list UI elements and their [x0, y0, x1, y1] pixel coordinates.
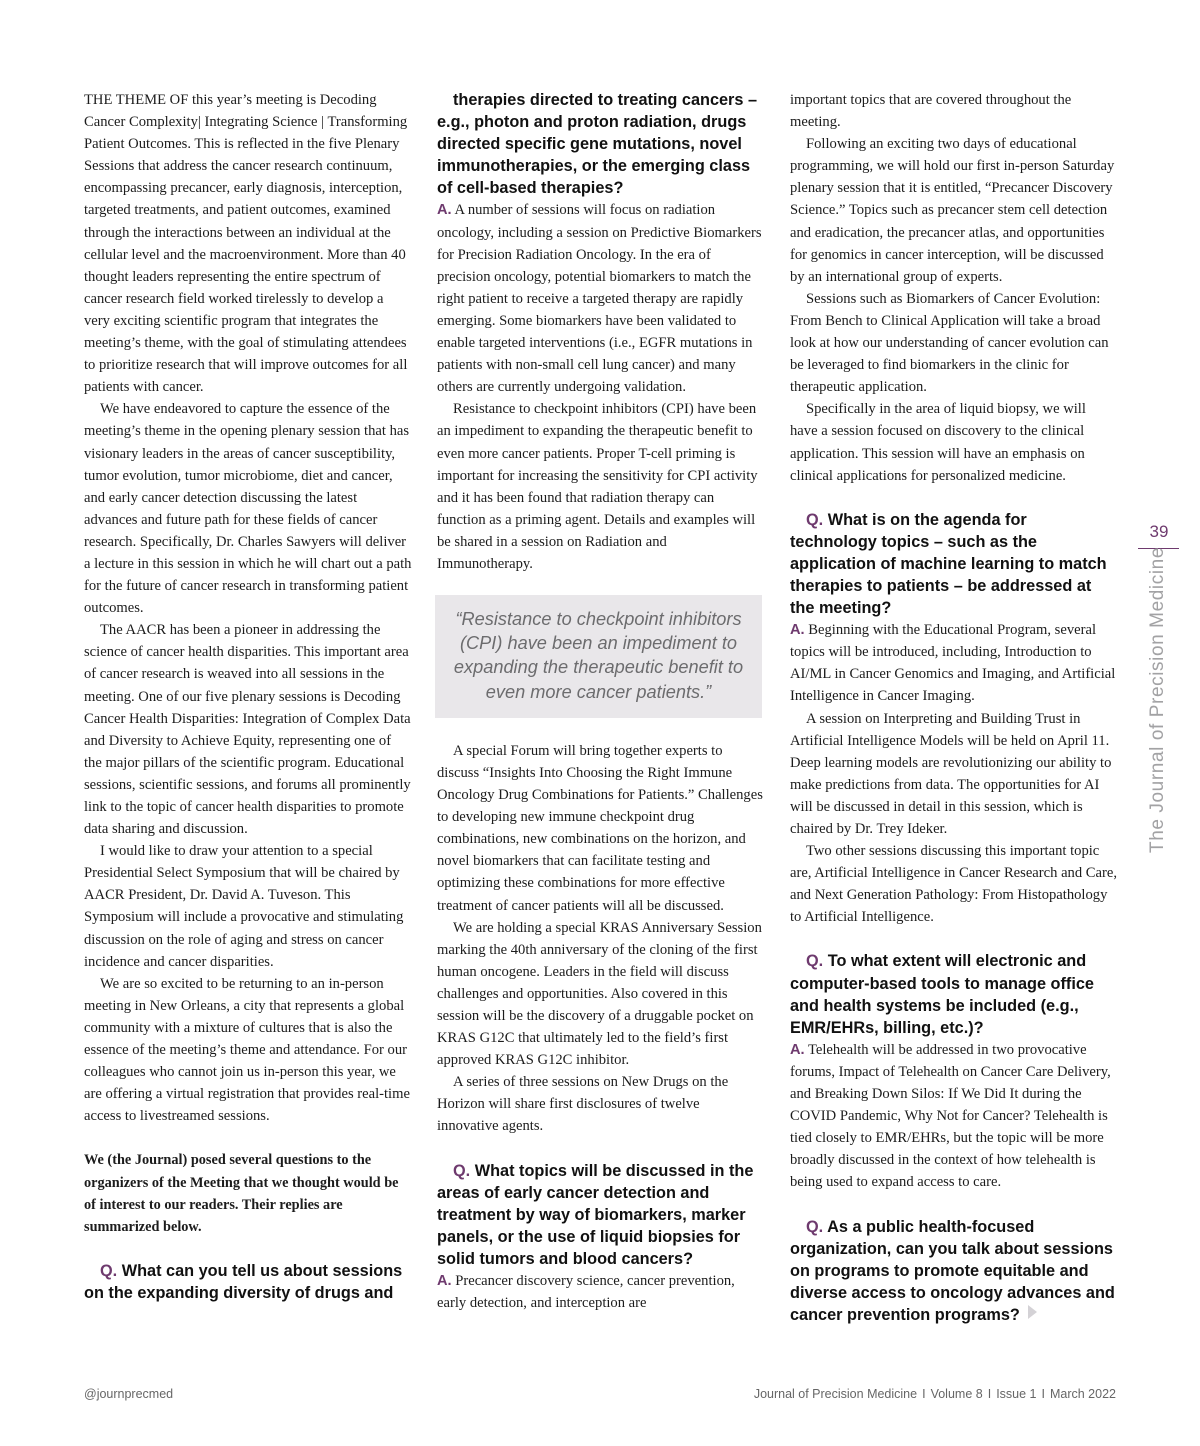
question-text: What topics will be discussed in the areas of early cancer detection and treatment by way of biomarkers, marker panels, or the use of liquid biopsies for solid tumors and blood cancers? [437, 1161, 754, 1268]
question-5 [790, 1216, 1117, 1326]
footer-separator: I [987, 1387, 992, 1401]
question-label: Q. [100, 1261, 118, 1280]
footer-volume: Volume 8 [930, 1387, 983, 1401]
answer-label: A. [437, 1273, 452, 1290]
footer-separator: I [1041, 1387, 1045, 1401]
body-paragraph: Two other sessions discussing this important topic are, Artificial Intelligence in Cancer Research and Care, and Next Generation Pathology: From Histopathology to Artificial Intelligence. [790, 843, 1117, 926]
body-paragraph: I would like to draw your attention to a special Presidential Select Symposium that will be chaired by AACR President, Dr. David A. Tuveson. This Symposium will include a provocative and stimulating discussion on the role of aging and stress on cancer incidence and cancer disparities. [84, 843, 404, 970]
body-paragraph: Sessions such as Biomarkers of Cancer Evolution: From Bench to Clinical Application will take a broad look at how our understanding of cancer evolution can be leveraged to find biomarkers in the clinic for therapeutic application. [790, 290, 1109, 396]
questions-lead-in: We (the Journal) posed several questions to the organizers of the Meeting that we thought would be of interest to our readers. Their replies are summarized below. [84, 1152, 399, 1235]
body-paragraph: A session on Interpreting and Building Trust in Artificial Intelligence Models will be held on April 11. Deep learning models are revolutionizing our ability to make predictions from data. The opportunities for AI will be discussed in detail in this session, which is chaired by Dr. Trey Ideker. [790, 710, 1112, 837]
question-text: What is on the agenda for technology topics – such as the application of machine learning to match therapies to patients – be addressed at the meeting? [790, 510, 1107, 618]
answer-text: Telehealth will be addressed in two provocative forums, Impact of Telehealth on Cancer Care Delivery, and Breaking Down Silos: If We Did It during the COVID Pandemic, Why Not for Cancer? Telehealth is tied closely to EMR/EHRs, but the topic will be more broadly discussed in the context of how telehealth is being used to expand access to care. [790, 1041, 1111, 1191]
footer-separator: I [922, 1387, 926, 1401]
answer-text: Precancer discovery science, cancer prevention, early detection, and interception are [437, 1273, 735, 1312]
question-label: Q. [453, 1161, 471, 1180]
answer-label: A. [790, 1041, 805, 1058]
question-1-continued: therapies directed to treating cancers – e.g., photon and proton radiation, drugs directed specific gene mutations, novel immunotherapies, or the emerging class of cell-based therapies? [437, 91, 758, 198]
page-number: 39 [1149, 522, 1169, 541]
footer-journal: Journal of Precision Medicine [753, 1387, 918, 1401]
question-label: Q. [806, 510, 824, 529]
question-2 [437, 1160, 764, 1270]
footer-date: March 2022 [1049, 1387, 1116, 1401]
body-paragraph: We are holding a special KRAS Anniversary Session marking the 40th anniversary of the cloning of the first human oncogene. Leaders in the field will discuss challenges and opportunities. Also covered in this session will be the discovery of a druggable pocket on KRAS G12C that ultimately led to the field’s first approved KRAS G12C inhibitor. [437, 919, 762, 1069]
question-1 [84, 1260, 412, 1304]
column-1 [84, 89, 412, 1304]
body-paragraph: The AACR has been a pioneer in addressing the science of cancer health disparities. This important area of cancer research is weaved into all sessions in the meeting. One of our five plenary sessions is Decoding Cancer Health Disparities: Integration of Complex Data and Diversity to Achieve Equity, representing one of the major pillars of the scientific program. Educational sessions, scientific sessions, and forums all prominently link to the topic of cancer health disparities to promote data sharing and discussion. [84, 622, 411, 838]
answer-2 [437, 1270, 764, 1314]
column-2 [437, 89, 764, 1314]
body-paragraph: We have endeavored to capture the essence of the meeting’s theme in the opening plenary session that has visionary leaders in the areas of cancer susceptibility, tumor evolution, tumor microbiome, diet and cancer, and early cancer detection discussing the latest advances and future path for these fields of cancer research. Specifically, Dr. Charles Sawyers will deliver a lecture in this session in which he will chart out a path for the future of cancer research in transforming patient outcomes. [84, 401, 412, 617]
body-paragraph: A special Forum will bring together experts to discuss “Insights Into Choosing the Right Immune Oncology Drug Combinations for Patients.” Challenges to developing new immune checkpoint drug combinations, new combinations on the horizon, and novel biomarkers that can facilitate testing and optimizing these combinations for more effective treatment of cancer patients will all be discussed. [437, 742, 763, 914]
answer-2-continued: important topics that are covered throughout the meeting. [790, 92, 1072, 131]
footer-issue: Issue 1 [996, 1387, 1037, 1401]
answer-label: A. [790, 622, 805, 639]
answer-1 [437, 199, 764, 398]
footer-citation [754, 1387, 1116, 1401]
answer-text: Beginning with the Educational Program, several topics will be introduced, including, Introduction to AI/ML in Cancer Genomics and Imaging, and Artificial Intelligence in Cancer Imaging. [790, 622, 1116, 705]
pull-quote: “Resistance to checkpoint inhibitors (CPI) have been an impediment to expanding the therapeutic benefit to even more cancer patients.” [435, 595, 762, 718]
continued-arrow-icon [1028, 1305, 1037, 1319]
body-paragraph: Specifically in the area of liquid biopsy, we will have a session focused on discovery to the clinical application. This session will have an emphasis on clinical applications for personalized medicine. [790, 401, 1086, 484]
question-label: Q. [806, 1217, 824, 1236]
answer-label: A. [437, 202, 452, 219]
answer-text: A number of sessions will focus on radiation oncology, including a session on Predictive Biomarkers for Precision Radiation Oncology. In the era of precision oncology, potential biomarkers to match the right patient to receive a targeted therapy are rapidly emerging. Some biomarkers have been validated to enable targeted interventions (i.e., EGFR mutations in patients with non-small cell lung cancer) and many others are currently undergoing validation. [437, 202, 762, 396]
question-4 [790, 950, 1117, 1038]
body-paragraph: We are so excited to be returning to an in-person meeting in New Orleans, a city that represents a global community with a mixture of cultures that is also the essence of the meeting’s theme and attendance. For our colleagues who cannot join us in-person this year, we are offering a virtual registration that provides real-time access to livestreamed sessions. [84, 975, 410, 1125]
column-3 [790, 89, 1117, 1326]
body-paragraph: Following an exciting two days of educational programming, we will hold our first in-person Saturday plenary session that it is entitled, “Precancer Discovery Science.” Topics such as precancer stem cell detection and eradication, the precancer atlas, and opportunities for genomics in cancer interception, will be discussed by an international group of experts. [790, 136, 1115, 285]
question-text: What can you tell us about sessions on the expanding diversity of drugs and [84, 1261, 403, 1302]
question-text: As a public health-focused organization, can you talk about sessions on programs to promote equitable and diverse access to oncology advances and cancer prevention programs? [790, 1217, 1115, 1324]
running-title-text: The Journal of Precision Medicine [1147, 547, 1168, 853]
body-paragraph: Resistance to checkpoint inhibitors (CPI) have been an impediment to expanding the therapeutic benefit to even more cancer patients. Proper T-cell priming is important for increasing the sensitivity for CPI activity and it has been found that radiation therapy can function as a priming agent. Details and examples will be shared in a session on Radiation and Immunotherapy. [437, 401, 758, 572]
question-text: To what extent will electronic and computer-based tools to manage office and health systems be included (e.g., EMR/EHRs, billing, etc.)? [790, 952, 1094, 1037]
answer-4 [790, 1039, 1117, 1194]
social-handle: @journprecmed [84, 1387, 174, 1401]
question-label: Q. [806, 952, 824, 971]
answer-3 [790, 619, 1117, 707]
question-3 [790, 509, 1117, 619]
intro-paragraph: THE THEME OF this year’s meeting is Decoding Cancer Complexity| Integrating Science | Transforming Patient Outcomes. This is reflected in the five Plenary Sessions that address the cancer research continuum, encompassing precancer, early diagnosis, interception, targeted treatments, and patient outcomes, examined through the interactions between an individual at the cellular level and the macroenvironment. More than 40 thought leaders representing the entire spectrum of cancer research field worked tirelessly to develop a very exciting scientific program that integrates the meeting’s theme, with the goal of stimulating attendees to prioritize research that will improve outcomes for all patients with cancer. [84, 92, 408, 396]
body-paragraph: A series of three sessions on New Drugs on the Horizon will share first disclosures of twelve innovative agents. [437, 1074, 729, 1135]
